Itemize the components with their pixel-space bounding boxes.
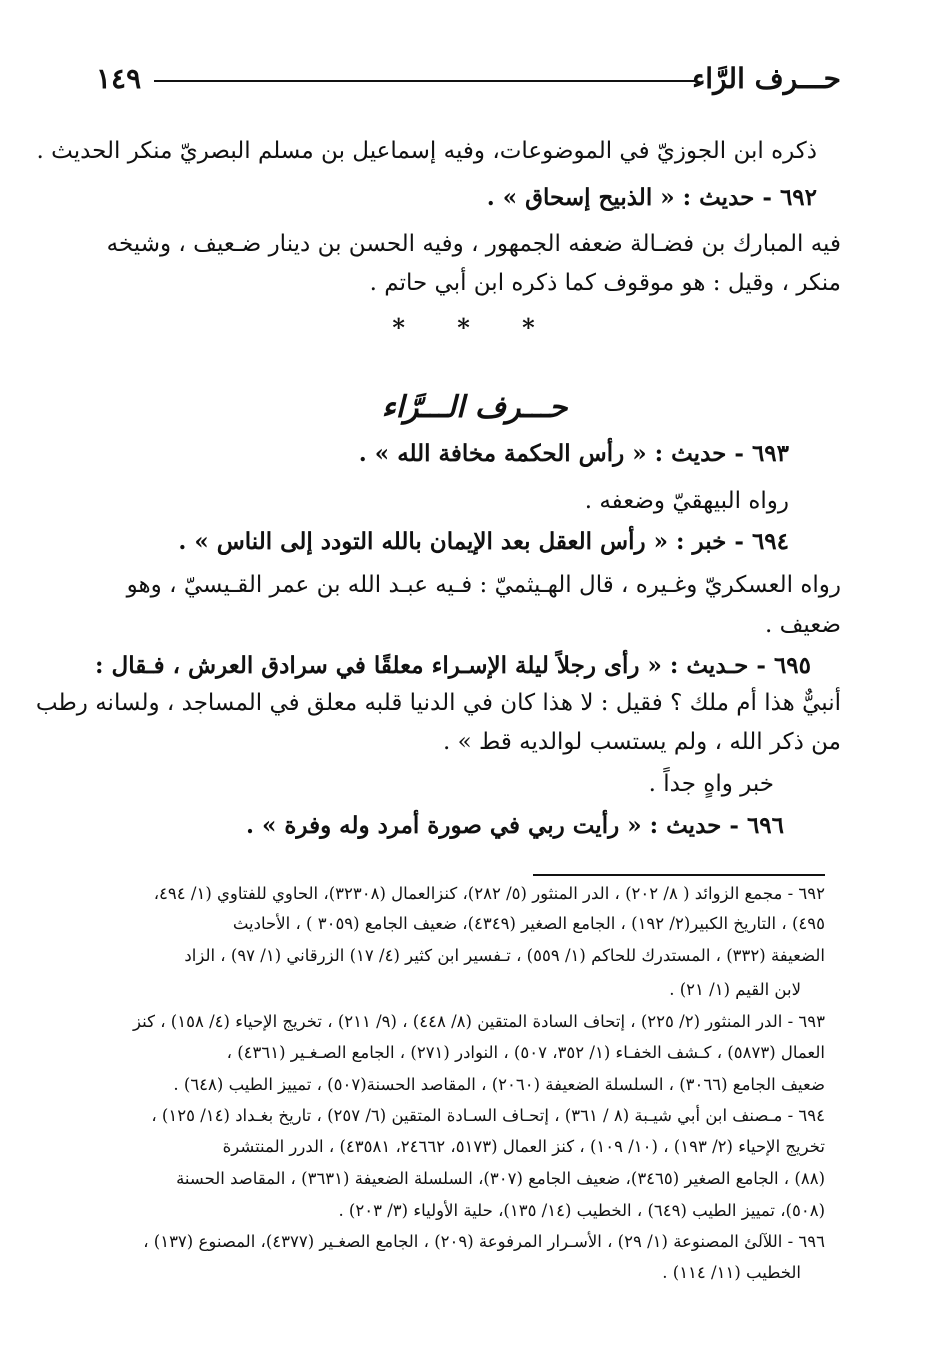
footnote-line: ضعيف الجامع (٣٠٦٦) ، السلسلة الضعيفة (٢٠٦٠) ، المقاصد الحسنة(٥٠٧) ، تمييز الطيب (٦٤٨) . [173, 1075, 825, 1094]
footnote-line: ٦٩٤ - مـصنف ابن أبي شيـبة (٨ / ٣٦١) ، إتحـاف السـادة المتقين (٦/ ٢٥٧) ، تاريخ بغـداد (١٤/ ١٢٥) ، [151, 1106, 825, 1125]
footnote-line: ٤٩٥) ، التاريخ الكبير(٢/ ١٩٢) ، الجامع الصغير (٤٣٤٩)، ضعيف الجامع (٣٠٥٩ ) ، الأحاديث [232, 914, 825, 933]
hadith-694: ٦٩٤ - خبر : « رأس العقل بعد الإيمان بالله التودد إلى الناس » . [178, 528, 789, 555]
footnote-line: الخطيب (١١/ ١١٤) . [662, 1263, 801, 1282]
page-header [96, 62, 841, 102]
body-line: من ذكر الله ، ولم يستسب لوالديه قط » . [443, 729, 841, 755]
footnote-line: الضعيفة (٣٣٢) ، المستدرك للحاكم (١/ ٥٥٩) ، تـفسير ابن كثير (٤/ ١٧) الزرقاني (١/ ٩٧) ، الزاد [184, 946, 825, 965]
body-line: رواه البيهقيّ وضعفه . [584, 488, 789, 514]
footnote-line: تخريج الإحياء (٢/ ١٩٣) ، (١٠/ ١٠٩) ، كنز العمال (٥١٧٣، ٢٤٦٦٢، ٤٣٥٨١) ، الدرر المنتشرة [222, 1137, 825, 1156]
footnote-line: (٨٨) ، الجامع الصغير (٣٤٦٥)، ضعيف الجامع (٣٠٧)، السلسلة الضعيفة (٣٦٣١) ، المقاصد الحسنة [176, 1169, 825, 1188]
footnote-line: (٥٠٨)، تمييز الطيب (٦٤٩) ، الخطيب (١٤/ ١٣٥)، حلية الأولياء (٣/ ٢٠٣) . [338, 1201, 825, 1220]
footnote-line: ٦٩٦ - اللآلئ المصنوعة (١/ ٢٩) ، الأسـرار المرفوعة (٢٠٩) ، الجامع الصغـير (٤٣٧٧)، المصنوع (١٣٧) ، [143, 1232, 825, 1251]
header-rule [154, 80, 696, 82]
hadith-695: ٦٩٥ - حـديث : « رأى رجلاً ليلة الإسـراء معلقًا في سرادق العرش ، فـقال : [95, 652, 811, 679]
body-line: منكر ، وقيل : هو موقوف كما ذكره ابن أبي حاتم . [369, 270, 841, 296]
body-line: ضعيف . [765, 612, 841, 638]
body-line: خبر واهٍ جداً . [648, 771, 774, 797]
footnote-line: لابن القيم (١/ ٢١) . [669, 980, 801, 999]
running-title: حـــرف الرَّاء [692, 62, 841, 95]
footnote-line: ٦٩٣ - الدر المنثور (٢/ ٢٢٥) ، إتحاف السادة المتقين (٨/ ٤٤٨) ، (٩/ ٢١١) ، تخريج الإحياء (٤/ ١٥٨) ، كنز [133, 1012, 825, 1031]
page-number: ١٤٩ [96, 62, 142, 95]
body-line: رواه العسكريّ وغـيره ، قال الهـيثميّ : فـيه عبـد الله بن عمر القـيسيّ ، وهو [126, 572, 841, 598]
footnote-line: العمال (٥٨٧٣) ، كـشف الخفـاء (١/ ٣٥٢، ٥٠٧) ، النوادر (٢٧١) ، الجامع الصـغـير (٤٣٦١) ، [226, 1043, 825, 1062]
hadith-693: ٦٩٣ - حديث : « رأس الحكمة مخافة الله » . [358, 440, 789, 467]
hadith-696: ٦٩٦ - حديث : « رأيت ربي في صورة أمرد وله وفرة » . [245, 812, 784, 839]
footnote-line: ٦٩٢ - مجمع الزوائد ( ٨/ ٢٠٢) ، الدر المنثور (٥/ ٢٨٢)، كنزالعمال (٣٢٣٠٨)، الحاوي للفتاوي (١/ ٤٩٤، [153, 884, 825, 903]
body-line: فيه المبارك بن فضـالة ضعفه الجمهور ، وفيه الحسن بن دينار ضـعيف ، وشيخه [106, 231, 841, 257]
body-line: ذكره ابن الجوزيّ في الموضوعات، وفيه إسماعيل بن مسلم البصريّ منكر الحديث . [36, 138, 817, 164]
body-line: أنبيٌّ هذا أم ملك ؟ فقيل : لا هذا كان في الدنيا قلبه معلق في المساجد ، ولسانه رطب [35, 690, 841, 716]
footnote-rule [533, 874, 825, 876]
section-title: حـــرف الـــرَّاء [381, 390, 568, 425]
section-separator: * * * [392, 313, 557, 342]
hadith-692: ٦٩٢ - حديث : « الذبيح إسحاق » . [486, 184, 817, 211]
